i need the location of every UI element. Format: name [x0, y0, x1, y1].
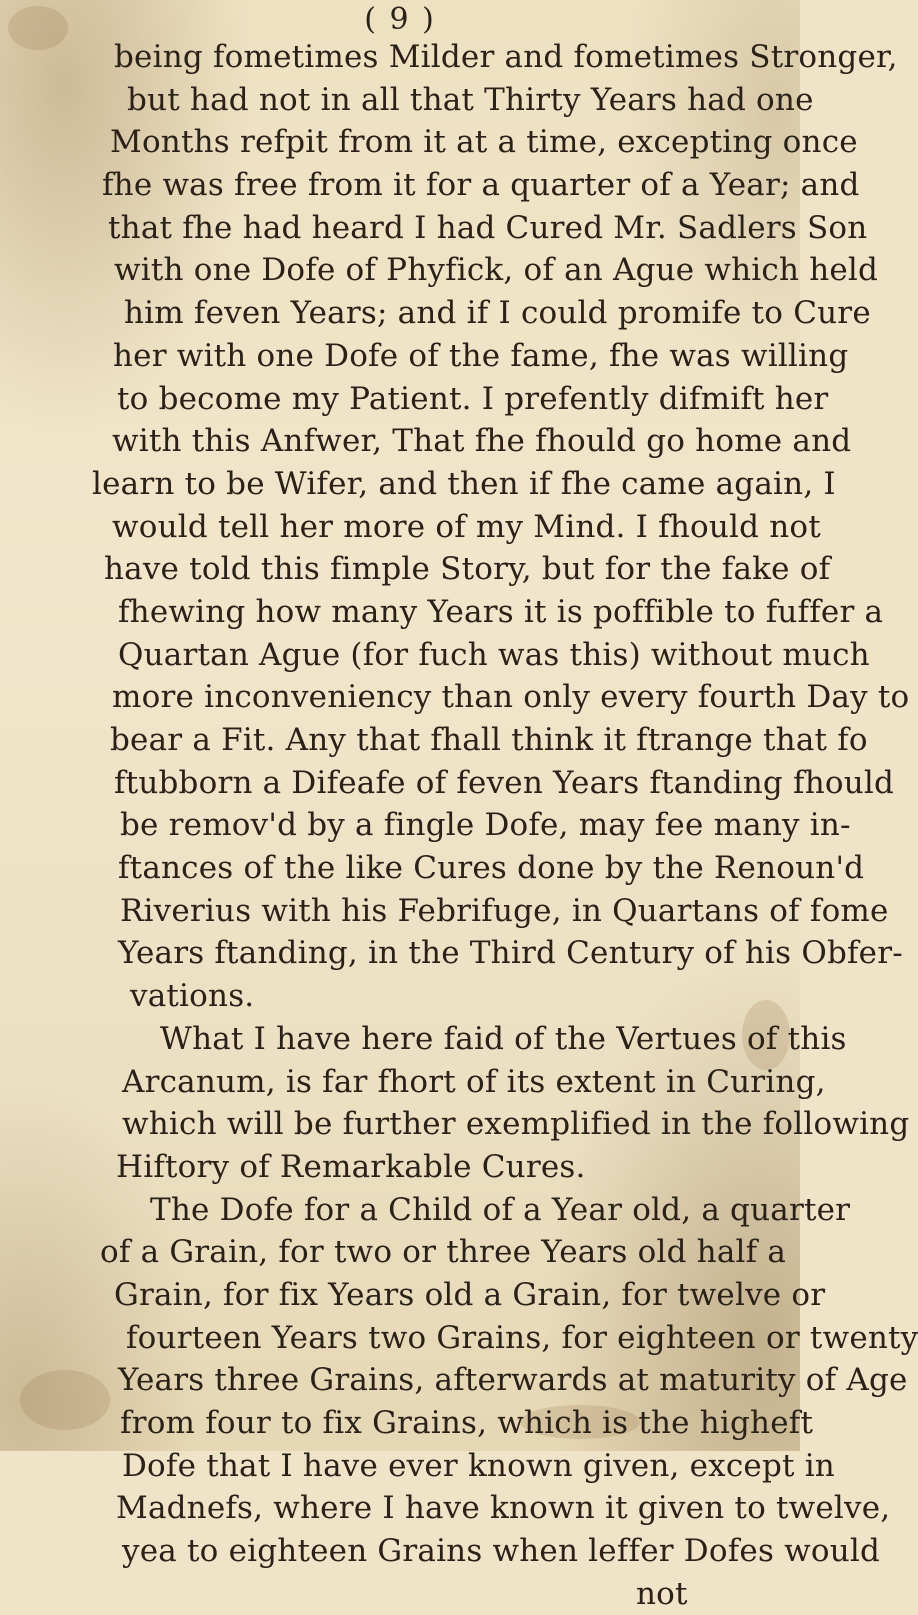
- text-line: with this Anfwer, That fhe fhould go home and: [112, 423, 852, 460]
- text-line: Months refpit from it at a time, excepting once: [110, 124, 858, 161]
- text-line: learn to be Wifer, and then if fhe came again, I: [92, 465, 836, 502]
- text-line: which will be further exemplified in the following: [122, 1106, 910, 1143]
- text-line: fhe was free from it for a quarter of a Year; and: [102, 167, 860, 204]
- text-line: Years three Grains, afterwards at maturity of Age: [118, 1362, 908, 1399]
- text-line: of a Grain, for two or three Years old half a: [100, 1234, 787, 1271]
- text-line: being fometimes Milder and fometimes Stronger,: [114, 39, 898, 75]
- text-line: What I have here faid of the Vertues of this: [160, 1020, 847, 1057]
- text-line: her with one Dofe of the fame, fhe was willing: [113, 337, 849, 374]
- text-line: bear a Fit. Any that fhall think it ftrange that fo: [110, 722, 868, 758]
- text-line: more inconveniency than only every fourth Day to: [112, 679, 910, 716]
- text-line: that fhe had heard I had Cured Mr. Sadlers Son: [108, 209, 868, 246]
- text-line: to become my Patient. I prefently difmift her: [117, 380, 829, 417]
- text-line: him feven Years; and if I could promife to Cure: [124, 295, 871, 332]
- text-line: not: [636, 1575, 688, 1612]
- text-line: Quartan Ague (for fuch was this) without much: [118, 636, 870, 673]
- text-line: Grain, for fix Years old a Grain, for twelve or: [114, 1276, 826, 1313]
- text-line: The Dofe for a Child of a Year old, a quarter: [150, 1191, 851, 1228]
- text-line: Arcanum, is far fhort of its extent in Curing,: [122, 1063, 826, 1100]
- text-line: be remov'd by a fingle Dofe, may fee many in-: [120, 807, 851, 844]
- text-line: Dofe that I have ever known given, except in: [122, 1447, 835, 1484]
- text-line: fourteen Years two Grains, for eighteen or twenty: [126, 1319, 918, 1356]
- text-line: Madnefs, where I have known it given to twelve,: [116, 1490, 891, 1527]
- body-text: [0, 36, 918, 1615]
- text-line: yea to eighteen Grains when leffer Dofes would: [122, 1533, 881, 1570]
- text-line: with one Dofe of Phyfick, of an Ague which held: [114, 252, 879, 289]
- text-line: ftances of the like Cures done by the Renoun'd: [118, 850, 865, 887]
- text-line: from four to fix Grains, which is the higheft: [120, 1405, 814, 1441]
- text-line: vations.: [130, 978, 255, 1015]
- text-line: would tell her more of my Mind. I fhould not: [112, 508, 821, 545]
- text-line: Years ftanding, in the Third Century of his Obfer-: [118, 935, 903, 972]
- text-line: have told this fimple Story, but for the fake of: [104, 551, 831, 588]
- text-line: ftubborn a Difeafe of feven Years ftanding fhould: [114, 764, 895, 801]
- text-line: Hiftory of Remarkable Cures.: [116, 1148, 586, 1185]
- text-line: but had not in all that Thirty Years had one: [127, 81, 814, 118]
- page-number: ( 9 ): [364, 2, 436, 37]
- text-line: Riverius with his Febrifuge, in Quartans of fome: [120, 892, 889, 929]
- text-line: fhewing how many Years it is poffible to fuffer a: [118, 593, 884, 630]
